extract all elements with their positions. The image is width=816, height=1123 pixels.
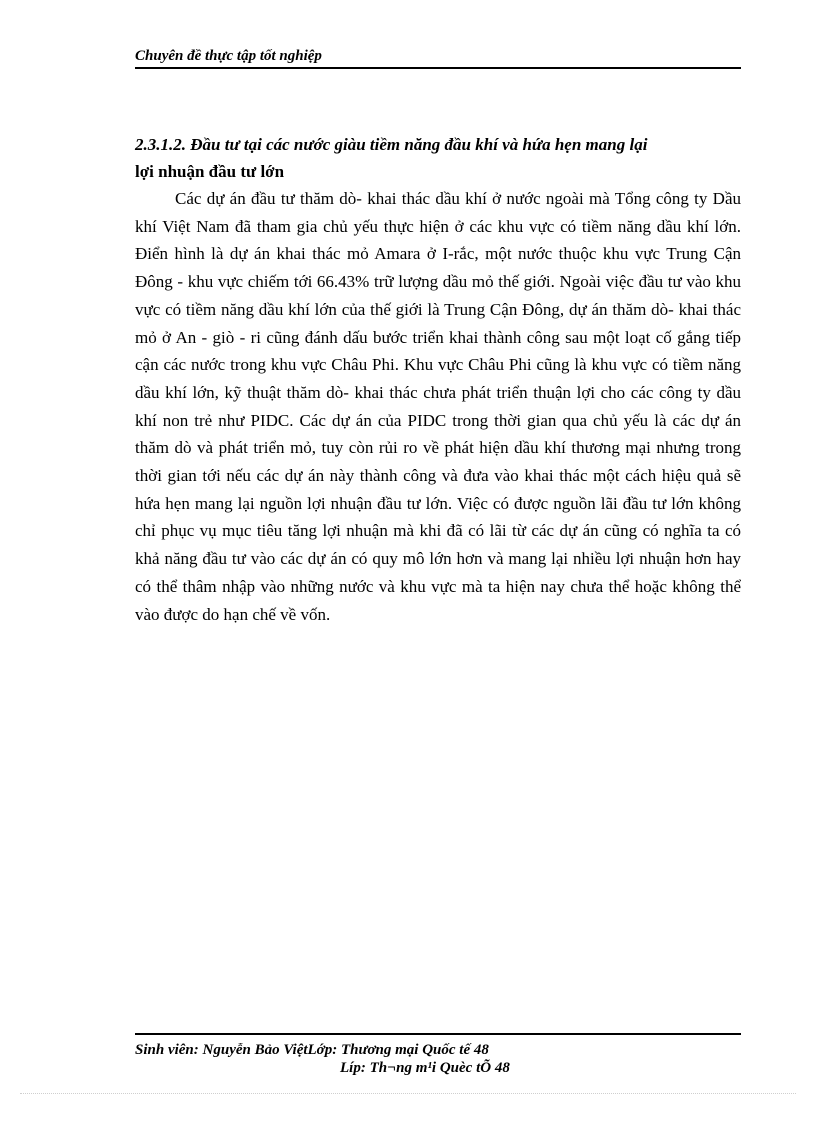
body-paragraph: Các dự án đầu tư thăm dò- khai thác dầu khí ở nước ngoài mà Tổng công ty Dầu khí Việt Nam đã tham gia chủ yếu thực hiện ở các khu vực có tiềm năng dầu khí lớn. Điển hình là dự án khai thác mỏ Amara ở I-rắc, một nước thuộc khu vực Trung Cận Đông - khu vực chiếm tới 66.43% trữ lượng dầu mỏ thế giới. Ngoài việc đầu tư vào khu vực có tiềm năng dầu khí lớn của thế giới là Trung Cận Đông, dự án thăm dò- khai thác mỏ ở An - giò - ri cũng đánh dấu bước triển khai thành công sau một loạt cố gắng tiếp cận các nước trong khu vực Châu Phi. Khu vực Châu Phi cũng là khu vực có tiềm năng dầu khí lớn, kỹ thuật thăm dò- khai thác chưa phát triển thuận lợi cho các công ty dầu khí non trẻ như PIDC. Các dự án của PIDC trong thời gian qua chủ yếu là các dự án thăm dò và phát triển mỏ, tuy còn rủi ro về phát hiện dầu khí thương mại nhưng trong thời gian tới nếu các dự án này thành công và đưa vào khai thác một cách hiệu quả sẽ hứa hẹn mang lại nguồn lợi nhuận đầu tư lớn. Việc có được nguồn lãi đầu tư lớn không chỉ phục vụ mục tiêu tăng lợi nhuận mà khi đã có lãi từ các dự án cũng có nghĩa ta có khả năng đầu tư vào các dự án có quy mô lớn hơn và mang lại nhiều lợi nhuận hơn hay có thể thâm nhập vào những nước và khu vực mà ta hiện nay chưa thể hoặc không thể vào được do hạn chế về vốn.: [135, 189, 741, 624]
footer-student-line: Sinh viên: Nguyễn Bảo ViệtLớp: Thương mại Quốc tế 48: [135, 1042, 489, 1058]
page-header: [135, 48, 741, 69]
header-title: Chuyên đề thực tập tốt nghiệp: [135, 48, 322, 64]
footer-class-line: Líp: Th¬ng m¹i Quèc tÕ 48: [340, 1060, 510, 1076]
body-text: [135, 185, 741, 628]
section-heading: [135, 131, 741, 185]
page-bottom-divider: [20, 1093, 796, 1094]
section-heading-line1: 2.3.1.2. Đầu tư tại các nước giàu tiềm năng đầu khí và hứa hẹn mang lại: [135, 135, 648, 154]
section-heading-line2: lợi nhuận đầu tư lớn: [135, 162, 285, 181]
page-footer: [135, 1033, 741, 1077]
